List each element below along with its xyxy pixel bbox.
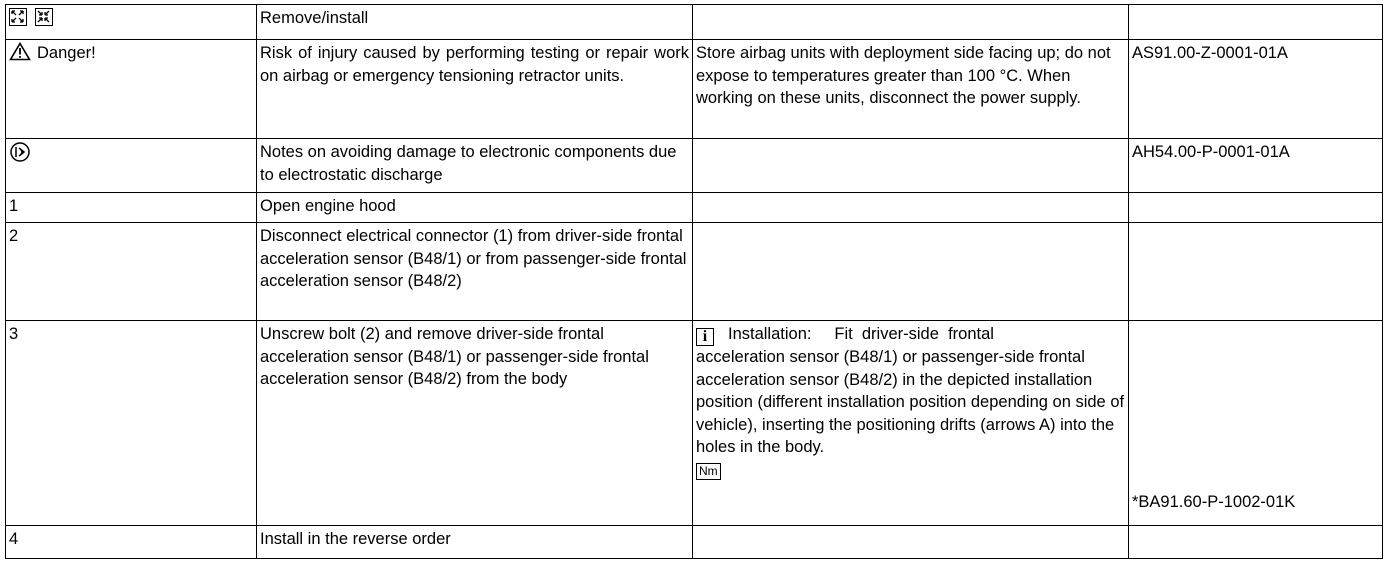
step3-reference-cell: [1129, 321, 1383, 526]
step3-note-cell: [693, 321, 1129, 526]
step-row: [6, 223, 1383, 321]
header-empty-4: [1129, 5, 1383, 40]
step-ref-empty: [1129, 223, 1383, 321]
esd-note: Notes on avoiding damage to electronic components due to electrostatic discharge: [257, 139, 693, 193]
danger-label-cell: [6, 40, 257, 139]
remove-icon: [9, 8, 27, 26]
esd-icon-cell: [6, 139, 257, 193]
step-text: Open engine hood: [257, 193, 693, 223]
info-icon: i: [696, 328, 714, 346]
esd-reference: AH54.00-P-0001-01A: [1129, 139, 1383, 193]
step-note-empty: [693, 526, 1129, 559]
danger-reference: AS91.00-Z-0001-01A: [1129, 40, 1383, 139]
header-icons-cell: [6, 5, 257, 40]
step-ref-empty: [1129, 193, 1383, 223]
step-note-empty: [693, 193, 1129, 223]
esd-row: [6, 139, 1383, 193]
step-row: [6, 321, 1383, 526]
installation-lead: Installation: Fit driver-side frontal: [728, 325, 994, 343]
warning-triangle-icon: [9, 42, 31, 68]
step-row: [6, 193, 1383, 223]
step-note-empty: [693, 223, 1129, 321]
step-ref-empty: [1129, 526, 1383, 559]
install-icon: [35, 8, 53, 26]
torque-nm-icon: Nm: [696, 463, 721, 480]
danger-row: [6, 40, 1383, 139]
danger-risk: Risk of injury caused by performing testing or repair work on airbag or emergency tensioning retractor units.: [257, 40, 693, 139]
step-text: Install in the reverse order: [257, 526, 693, 559]
header-row: [6, 5, 1383, 40]
header-empty-3: [693, 5, 1129, 40]
esd-empty: [693, 139, 1129, 193]
step-number: 3: [6, 321, 257, 526]
step-number: 2: [6, 223, 257, 321]
step-row: [6, 526, 1383, 559]
esd-icon: [9, 141, 31, 170]
step3-reference: *BA91.60-P-1002-01K: [1132, 492, 1296, 511]
step-text: Disconnect electrical connector (1) from driver-side frontal acceleration sensor (B48/1) or from passenger-side frontal acceleration sensor (B48/2): [257, 223, 693, 321]
procedure-table: [5, 4, 1383, 559]
danger-label: Danger!: [37, 44, 96, 62]
step-text: Unscrew bolt (2) and remove driver-side frontal acceleration sensor (B48/1) or passenger-side frontal acceleration sensor (B48/2) from the body: [257, 321, 693, 526]
header-title: Remove/install: [257, 5, 693, 40]
danger-measure: Store airbag units with deployment side facing up; do not expose to temperatures greater than 100 °C. When working on these units, disconnect the power supply.: [693, 40, 1129, 139]
installation-note: acceleration sensor (B48/1) or passenger-side frontal acceleration sensor (B48/2) in the depicted installation position (different installation position depending on side of vehicle), inserting the positioning drifts (arrows A) into the holes in the body.: [696, 348, 1125, 456]
step-number: 4: [6, 526, 257, 559]
step-number: 1: [6, 193, 257, 223]
